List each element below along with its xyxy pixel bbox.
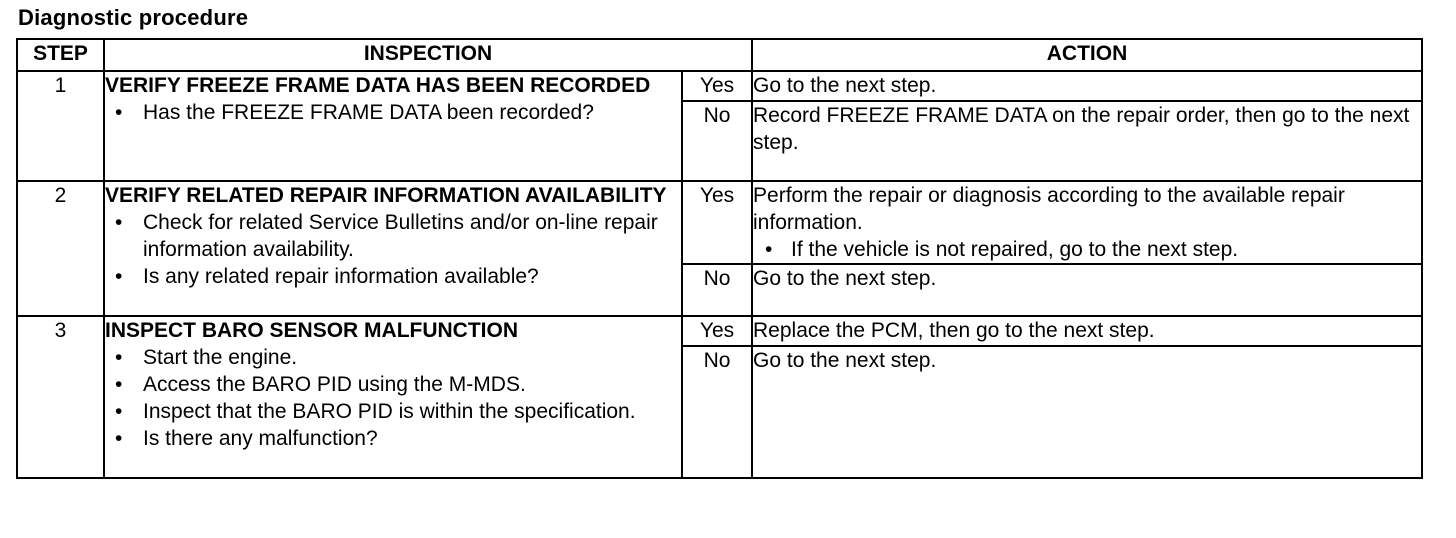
- list-item: • Is any related repair information available?: [105, 263, 681, 290]
- no-action: Record FREEZE FRAME DATA on the repair order, then go to the next step.: [752, 101, 1422, 181]
- inspection-bullets: [105, 344, 681, 452]
- no-action: Go to the next step.: [752, 264, 1422, 316]
- list-item: • Is there any malfunction?: [105, 425, 681, 452]
- yes-label: Yes: [682, 71, 752, 101]
- action-header: ACTION: [752, 39, 1422, 71]
- yes-action-cell: [752, 181, 1422, 264]
- list-item: • Inspect that the BARO PID is within the specification.: [105, 398, 681, 425]
- inspection-header: INSPECTION: [104, 39, 752, 71]
- step-number: 1: [17, 71, 104, 181]
- no-action: Go to the next step.: [752, 346, 1422, 478]
- inspection-bullets: [105, 99, 681, 126]
- yes-label: Yes: [682, 316, 752, 346]
- no-label: No: [682, 264, 752, 316]
- inspection-cell: [104, 181, 682, 316]
- inspection-title: VERIFY RELATED REPAIR INFORMATION AVAILABILITY: [105, 184, 667, 207]
- step-header: STEP: [17, 39, 104, 71]
- list-item: • If the vehicle is not repaired, go to the next step.: [753, 236, 1421, 263]
- list-item: • Start the engine.: [105, 344, 681, 371]
- list-item: • Has the FREEZE FRAME DATA been recorded?: [105, 99, 681, 126]
- page-title: Diagnostic procedure: [18, 5, 249, 30]
- list-item: • Check for related Service Bulletins and/or on-line repair information availability.: [105, 209, 681, 263]
- inspection-title: INSPECT BARO SENSOR MALFUNCTION: [105, 319, 519, 342]
- no-label: No: [682, 346, 752, 478]
- inspection-cell: [104, 71, 682, 181]
- step-number: 2: [17, 181, 104, 316]
- list-item: • Access the BARO PID using the M-MDS.: [105, 371, 681, 398]
- table-row: [17, 316, 1422, 346]
- yes-action: Go to the next step.: [752, 71, 1422, 101]
- yes-label: Yes: [682, 181, 752, 264]
- table-row: [17, 181, 1422, 264]
- action-bullets: [753, 236, 1421, 263]
- inspection-title: VERIFY FREEZE FRAME DATA HAS BEEN RECORDED: [105, 74, 651, 97]
- diagnostic-table: [16, 38, 1423, 479]
- inspection-bullets: [105, 209, 681, 290]
- table-header-row: [17, 39, 1422, 71]
- no-label: No: [682, 101, 752, 181]
- yes-action: Replace the PCM, then go to the next step.: [752, 316, 1422, 346]
- table-row: [17, 71, 1422, 101]
- step-number: 3: [17, 316, 104, 478]
- yes-action: Perform the repair or diagnosis according to the available repair information.: [753, 184, 1345, 234]
- inspection-cell: [104, 316, 682, 478]
